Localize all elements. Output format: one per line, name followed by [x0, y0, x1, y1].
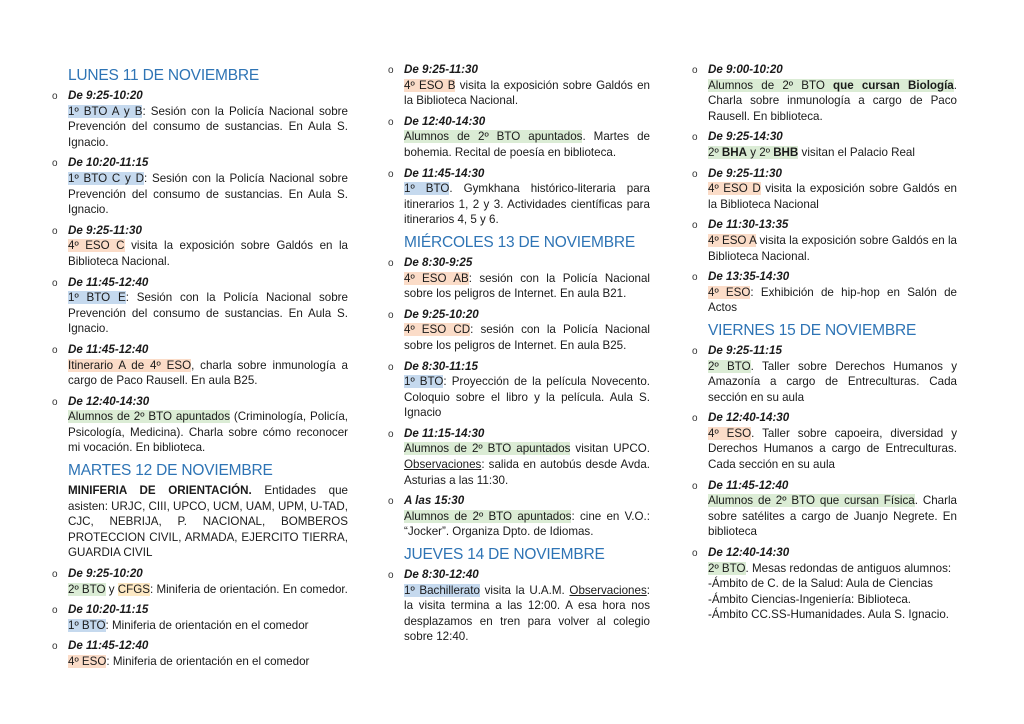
event-subline: -Ámbito Ciencias-Ingeniería: Biblioteca. [708, 592, 911, 606]
event-item [52, 342, 348, 389]
bullet-icon: o [388, 361, 394, 373]
day-section [692, 321, 957, 623]
event-description [404, 509, 650, 540]
event-text: . Gymkhana histórico-literaria para itinerarios 1, 2 y 3. Actividades científicas para itinerarios 4, 5 y 6. [404, 182, 650, 227]
event-description [404, 322, 650, 353]
group-highlight: 4º ESO B [404, 78, 456, 92]
group-highlight: Itinerario A de 4º ESO [68, 358, 192, 372]
bullet-icon: o [388, 116, 394, 128]
event-item [388, 166, 650, 228]
event-time: De 12:40-14:30 [404, 114, 486, 128]
group-highlight: 1º BTO E [68, 291, 126, 305]
event-time: De 10:20-11:15 [68, 156, 149, 170]
bullet-icon: o [692, 220, 698, 232]
event-item [692, 410, 957, 472]
event-time: De 9:25-11:15 [708, 343, 782, 357]
event-description [68, 618, 348, 634]
event-item [52, 223, 348, 270]
bullet-icon: o [52, 605, 58, 617]
bullet-icon: o [52, 277, 58, 289]
event-description [404, 271, 650, 302]
group-highlight: Alumnos de 2º BTO apuntados [404, 130, 583, 144]
event-item [692, 269, 957, 316]
day-section [388, 233, 650, 540]
event-item [388, 62, 650, 109]
event-time: De 11:30-13:35 [708, 218, 789, 232]
event-description [708, 285, 957, 316]
event-description [708, 426, 957, 473]
event-text: : Exhibición de hip-hop en Salón de Actos [708, 285, 957, 315]
event-text: Observaciones [404, 458, 482, 472]
event-item [52, 566, 348, 597]
day-section [388, 62, 650, 228]
group-highlight: Alumnos de 2º BTO apuntados [404, 509, 572, 523]
column-3 [692, 62, 957, 628]
group-highlight: 4º ESO A [708, 233, 757, 247]
group-highlight: 2º BTO [68, 582, 106, 596]
column-2 [388, 62, 650, 650]
event-time: De 8:30-11:15 [404, 359, 478, 373]
event-text: . Charla sobre inmunología a cargo de Paco Rausell. En biblioteca. [708, 78, 957, 123]
event-text: visitan el Palacio Real [798, 145, 915, 159]
group-highlight: Alumnos de 2º BTO apuntados [68, 410, 231, 424]
group-highlight: 2º [708, 145, 722, 159]
event-text: : Sesión con la Policía Nacional sobre Prevención del consumo de sustancias. En Aula S. Ignacio. [68, 291, 348, 336]
event-description [708, 493, 957, 540]
event-description [68, 582, 348, 598]
event-description [708, 359, 957, 406]
group-highlight: 1º BTO [404, 182, 450, 196]
group-highlight: Alumnos de 2º BTO [708, 78, 834, 92]
group-highlight: que cursan Biología [833, 78, 954, 92]
event-description [68, 171, 348, 218]
event-item [52, 394, 348, 456]
event-text: : sesión con la Policía Nacional sobre los peligros de Internet. En aula B21. [404, 271, 650, 301]
bullet-icon: o [388, 168, 394, 180]
event-time: De 11:45-12:40 [68, 639, 149, 653]
event-text: : la visita termina a las 12:00. A esa hora nos desplazamos en tren para volver al colegio sobre 12:40. [404, 583, 650, 644]
group-highlight: 4º ESO [708, 426, 752, 440]
event-text: visita la exposición sobre Galdós en la Biblioteca Nacional. [404, 78, 650, 108]
event-time: De 12:40-14:30 [708, 546, 790, 560]
event-item [388, 255, 650, 302]
event-description [404, 78, 650, 109]
event-text: . Charla sobre satélites a cargo de Juanjo Negrete. En biblioteca [708, 494, 957, 539]
event-text: : Miniferia de orientación en el comedor [106, 655, 310, 668]
event-description [708, 233, 957, 264]
event-item [52, 638, 348, 669]
event-text: Observaciones [569, 583, 647, 597]
event-time: De 8:30-9:25 [404, 255, 473, 269]
day-heading: JUEVES 14 DE NOVIEMBRE [404, 546, 605, 564]
event-description [404, 129, 650, 160]
event-text: : salida en autobús desde Avda. Asturias a las 11:30. [404, 458, 650, 487]
bullet-icon: o [388, 65, 394, 76]
event-item [388, 359, 650, 421]
event-description [404, 583, 650, 645]
event-time: De 11:15-14:30 [404, 426, 485, 440]
event-text: : Sesión con la Policía Nacional sobre Prevención del consumo de sustancias. En Aula S. Ignacio. [68, 104, 348, 149]
event-item [388, 493, 650, 540]
event-item [388, 567, 650, 645]
event-item [388, 426, 650, 488]
event-text: : cine en V.O.: “Jocker”. Organiza Dpto. de Idiomas. [404, 509, 650, 539]
event-time: De 8:30-12:40 [404, 568, 479, 582]
bullet-icon: o [52, 569, 58, 581]
group-highlight: CFGS [117, 582, 150, 596]
event-item [692, 343, 957, 405]
bullet-icon: o [388, 428, 394, 440]
event-time: De 9:25-11:30 [708, 166, 782, 180]
column-1 [52, 62, 348, 675]
event-text: : Sesión con la Policía Nacional sobre Prevención del consumo de sustancias. En Aula S. Ignacio. [68, 171, 348, 217]
day-heading: MIÉRCOLES 13 DE NOVIEMBRE [404, 233, 636, 251]
bullet-icon: o [52, 344, 58, 356]
event-item [692, 129, 957, 160]
group-highlight: y 2º [747, 145, 774, 159]
event-item [52, 602, 348, 633]
event-time: De 10:20-11:15 [68, 603, 149, 617]
event-time: De 9:25-11:30 [404, 63, 478, 76]
group-highlight: 2º BTO [708, 359, 751, 373]
event-text: y [105, 582, 118, 596]
event-text: : Miniferia de orientación en el comedor [105, 618, 309, 632]
event-text: visita la exposición sobre Galdós en la Biblioteca Nacional. [68, 239, 348, 268]
event-description [68, 409, 348, 456]
day-heading: VIERNES 15 DE NOVIEMBRE [708, 321, 917, 339]
bullet-icon: o [692, 548, 698, 560]
event-item [388, 307, 650, 354]
event-item [692, 478, 957, 540]
day-section [52, 66, 348, 456]
event-time: De 11:45-12:40 [708, 478, 789, 492]
event-text: visita la U.A.M. [479, 583, 570, 597]
event-text: : Proyección de la película Novecento. Coloquio sobre el libro y la película. Aula S. Ignacio [404, 375, 650, 420]
bullet-icon: o [692, 480, 698, 492]
day-heading: MARTES 12 DE NOVIEMBRE [68, 462, 273, 480]
group-highlight: 1º BTO [404, 375, 444, 389]
group-highlight: BHA [721, 145, 748, 159]
event-text: (Criminología, Policía, Psicología, Medicina). Charla sobre cómo reconocer mi vocación. En biblioteca. [68, 410, 348, 455]
event-item [692, 545, 957, 623]
intro-text: Entidades que asisten: URJC, CIII, UPCO, UCM, UAM, UPM, U-TAD, CJC, NEBRIJA, P. NACIONAL, BOMBEROS PROTECCION CIVIL, ARMADA, EJERCITO TIERRA, GUARDIA CIVIL [68, 484, 348, 560]
event-description [404, 441, 650, 488]
event-description [404, 181, 650, 228]
event-description [68, 290, 348, 337]
event-text: . Taller sobre capoeira, diversidad y Derechos Humanos a cargo de Entreculturas. Cada sección en su aula [708, 426, 957, 472]
event-text: : Miniferia de orientación. En comedor. [150, 582, 348, 596]
event-text: . Mesas redondas de antiguos alumnos: [745, 561, 952, 575]
event-time: De 12:40-14:30 [708, 411, 790, 425]
bullet-icon: o [52, 225, 58, 237]
event-time: De 11:45-14:30 [404, 166, 485, 180]
event-description [708, 181, 957, 212]
event-time: De 11:45-12:40 [68, 275, 149, 289]
event-description [708, 145, 957, 161]
event-time: De 12:40-14:30 [68, 394, 150, 408]
day-intro [52, 483, 348, 561]
event-time: De 11:45-12:40 [68, 342, 149, 356]
event-text: , charla sobre inmunología a cargo de Paco Rausell. En aula B25. [68, 358, 348, 388]
event-description [68, 654, 348, 670]
event-text: visita la exposición sobre Galdós en la Biblioteca Nacional. [708, 233, 957, 263]
group-highlight: 4º ESO C [68, 239, 125, 253]
event-item [52, 88, 348, 150]
bullet-icon: o [388, 496, 394, 508]
event-time: De 13:35-14:30 [708, 270, 790, 284]
intro-text: MINIFERIA DE ORIENTACIÓN. [68, 484, 252, 498]
event-time: De 9:25-14:30 [708, 130, 783, 144]
group-highlight: 2º BTO [708, 561, 746, 575]
day-heading: LUNES 11 DE NOVIEMBRE [68, 67, 260, 84]
event-text: visitan UPCO. [570, 442, 650, 456]
bullet-icon: o [52, 91, 58, 102]
event-time: A las 15:30 [404, 494, 465, 508]
bullet-icon: o [52, 396, 58, 408]
event-time: De 9:25-10:20 [68, 89, 143, 102]
bullet-icon: o [388, 570, 394, 582]
event-description [68, 238, 348, 269]
event-time: De 9:25-10:20 [68, 567, 143, 581]
bullet-icon: o [388, 257, 394, 269]
group-highlight: 4º ESO [68, 655, 107, 668]
group-highlight: 1º BTO [68, 618, 106, 632]
group-highlight: 4º ESO [708, 285, 751, 299]
bullet-icon: o [52, 158, 58, 170]
event-item [388, 114, 650, 161]
bullet-icon: o [388, 309, 394, 321]
bullet-icon: o [692, 413, 698, 425]
bullet-icon: o [692, 132, 698, 144]
event-time: De 9:00-10:20 [708, 63, 783, 76]
bullet-icon: o [692, 168, 698, 180]
event-item [52, 275, 348, 337]
group-highlight: 4º ESO CD [404, 323, 471, 337]
group-highlight: 4º ESO AB [404, 271, 469, 285]
day-section [388, 545, 650, 645]
event-description [68, 104, 348, 151]
group-highlight: Alumnos de 2º BTO que cursan Física [708, 494, 915, 508]
group-highlight: 1º Bachillerato [404, 583, 480, 597]
event-time: De 9:25-10:20 [404, 307, 479, 321]
event-item [692, 217, 957, 264]
group-highlight: 4º ESO D [708, 182, 761, 196]
event-subline: -Ámbito CC.SS-Humanidades. Aula S. Ignacio. [708, 608, 950, 622]
event-description [708, 78, 957, 125]
event-subline: -Ámbito de C. de la Salud: Aula de Ciencias [708, 577, 933, 591]
event-text: . Taller sobre Derechos Humanos y Amazonía a cargo de Entreculturas. Cada sección en su aula [708, 359, 958, 404]
event-description [68, 358, 348, 389]
event-time: De 9:25-11:30 [68, 223, 142, 237]
event-text: visita la exposición sobre Galdós en la Biblioteca Nacional [708, 182, 958, 211]
group-highlight: 1º BTO C y D [68, 171, 144, 185]
event-item [692, 166, 957, 213]
bullet-icon: o [692, 65, 698, 76]
group-highlight: Alumnos de 2º BTO apuntados [404, 442, 571, 456]
event-item [52, 155, 348, 217]
bullet-icon: o [52, 641, 58, 653]
day-section [52, 461, 348, 670]
group-highlight: BHB [773, 145, 799, 159]
bullet-icon: o [692, 345, 698, 357]
event-description [708, 561, 957, 577]
event-text: : sesión con la Policía Nacional sobre los peligros de Internet. En aula B25. [404, 323, 651, 352]
bullet-icon: o [692, 272, 698, 284]
event-item [692, 62, 957, 124]
day-section [692, 62, 957, 316]
group-highlight: 1º BTO A y B [68, 104, 143, 118]
event-text: . Martes de bohemia. Recital de poesía en biblioteca. [404, 130, 650, 159]
event-description [404, 374, 650, 421]
